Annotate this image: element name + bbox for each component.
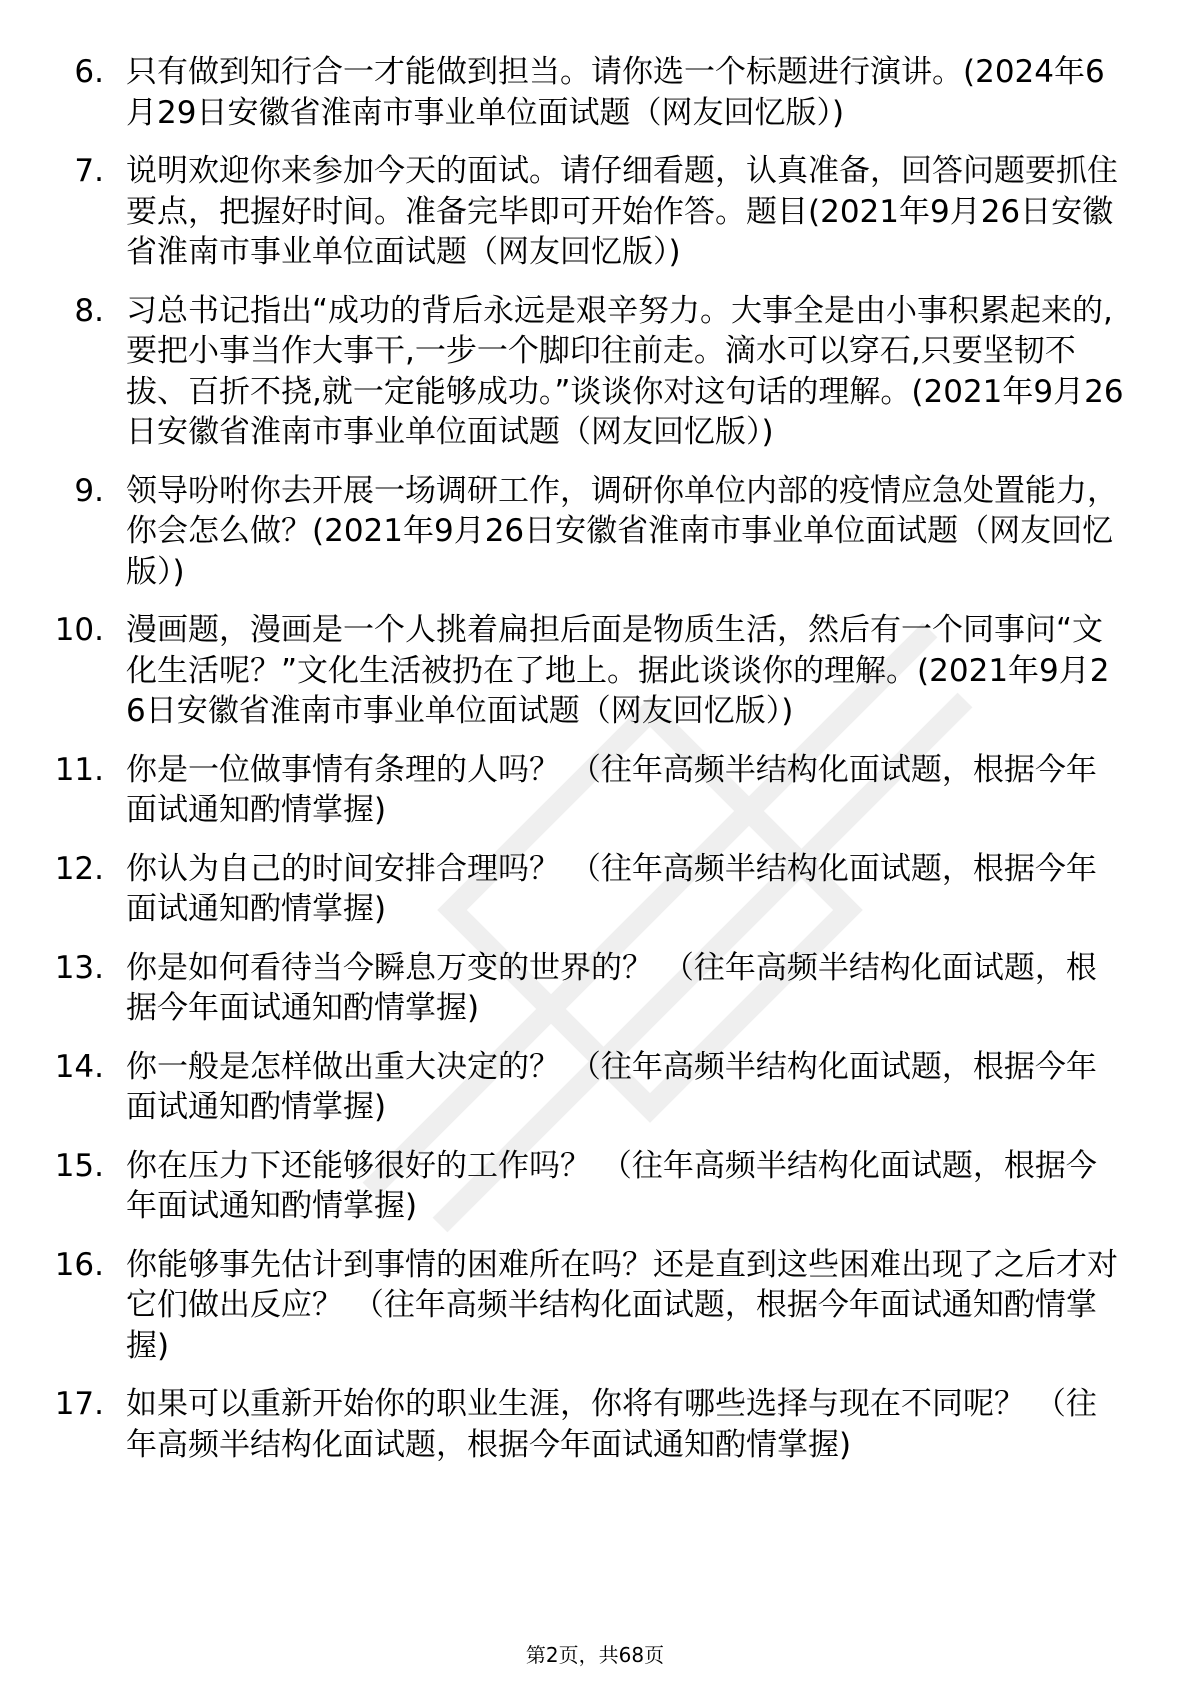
question-list	[0, 52, 1190, 1483]
question-number: 9.	[74, 472, 104, 509]
list-item	[0, 291, 1190, 453]
list-item	[0, 1146, 1190, 1227]
question-number: 14.	[54, 1048, 104, 1085]
question-number: 8.	[74, 292, 104, 329]
question-text: 你认为自己的时间安排合理吗？ （往年高频半结构化面试题，根据今年面试通知酌情掌握)	[126, 850, 1097, 927]
question-text: 你一般是怎样做出重大决定的？ （往年高频半结构化面试题，根据今年面试通知酌情掌握)	[126, 1048, 1097, 1125]
list-item	[0, 471, 1190, 593]
question-number: 6.	[74, 54, 104, 90]
question-number: 11.	[54, 751, 104, 788]
list-item	[0, 1245, 1190, 1367]
question-text: 只有做到知行合一才能做到担当。请你选一个标题进行演讲。(2024年6月29日安徽省淮南市事业单位面试题（网友回忆版）)	[126, 54, 1105, 131]
question-text: 如果可以重新开始你的职业生涯，你将有哪些选择与现在不同呢？ （往年高频半结构化面试题，根据今年面试通知酌情掌握)	[126, 1386, 1097, 1463]
question-number: 16.	[54, 1246, 104, 1283]
question-text: 说明欢迎你来参加今天的面试。请仔细看题，认真准备，回答问题要抓住要点，把握好时间。准备完毕即可开始作答。题目(2021年9月26日安徽省淮南市事业单位面试题（网友回忆版）)	[126, 153, 1118, 270]
question-text: 你是一位做事情有条理的人吗？ （往年高频半结构化面试题，根据今年面试通知酌情掌握)	[126, 751, 1097, 828]
question-number: 12.	[54, 850, 104, 887]
question-number: 13.	[54, 949, 104, 986]
question-text: 你在压力下还能够很好的工作吗？ （往年高频半结构化面试题，根据今年面试通知酌情掌握)	[126, 1147, 1097, 1224]
question-number: 7.	[74, 153, 104, 189]
page-number-footer: 第2页，共68页	[525, 1643, 665, 1667]
question-text: 习总书记指出“成功的背后永远是艰辛努力。大事全是由小事积累起来的,要把小事当作大事干,一步一个脚印往前走。滴水可以穿石,只要坚韧不拔、百折不挠,就一定能够成功。”谈谈你对这句话的理解。(2021年9月26日安徽省淮南市事业单位面试题（网友回忆版）)	[126, 292, 1124, 450]
question-text: 你能够事先估计到事情的困难所在吗？还是直到这些困难出现了之后才对它们做出反应？ （往年高频半结构化面试题，根据今年面试通知酌情掌握)	[126, 1246, 1118, 1364]
question-number: 10.	[54, 612, 104, 648]
list-item	[0, 151, 1190, 273]
question-number: 15.	[54, 1147, 104, 1184]
question-text: 领导吩咐你去开展一场调研工作，调研你单位内部的疫情应急处置能力，你会怎么做？(2021年9月26日安徽省淮南市事业单位面试题（网友回忆版）)	[126, 472, 1118, 590]
list-item	[0, 1384, 1190, 1465]
list-item	[0, 849, 1190, 930]
list-item	[0, 750, 1190, 831]
question-number: 17.	[54, 1386, 104, 1422]
question-text: 你是如何看待当今瞬息万变的世界的？ （往年高频半结构化面试题，根据今年面试通知酌情掌握)	[126, 949, 1097, 1026]
list-item	[0, 1047, 1190, 1128]
list-item	[0, 948, 1190, 1029]
list-item	[0, 610, 1190, 732]
list-item	[0, 52, 1190, 133]
question-text: 漫画题，漫画是一个人挑着扁担后面是物质生活，然后有一个同事问“文化生活呢？”文化生活被扔在了地上。据此谈谈你的理解。(2021年9月26日安徽省淮南市事业单位面试题（网友回忆版）)	[126, 612, 1110, 729]
